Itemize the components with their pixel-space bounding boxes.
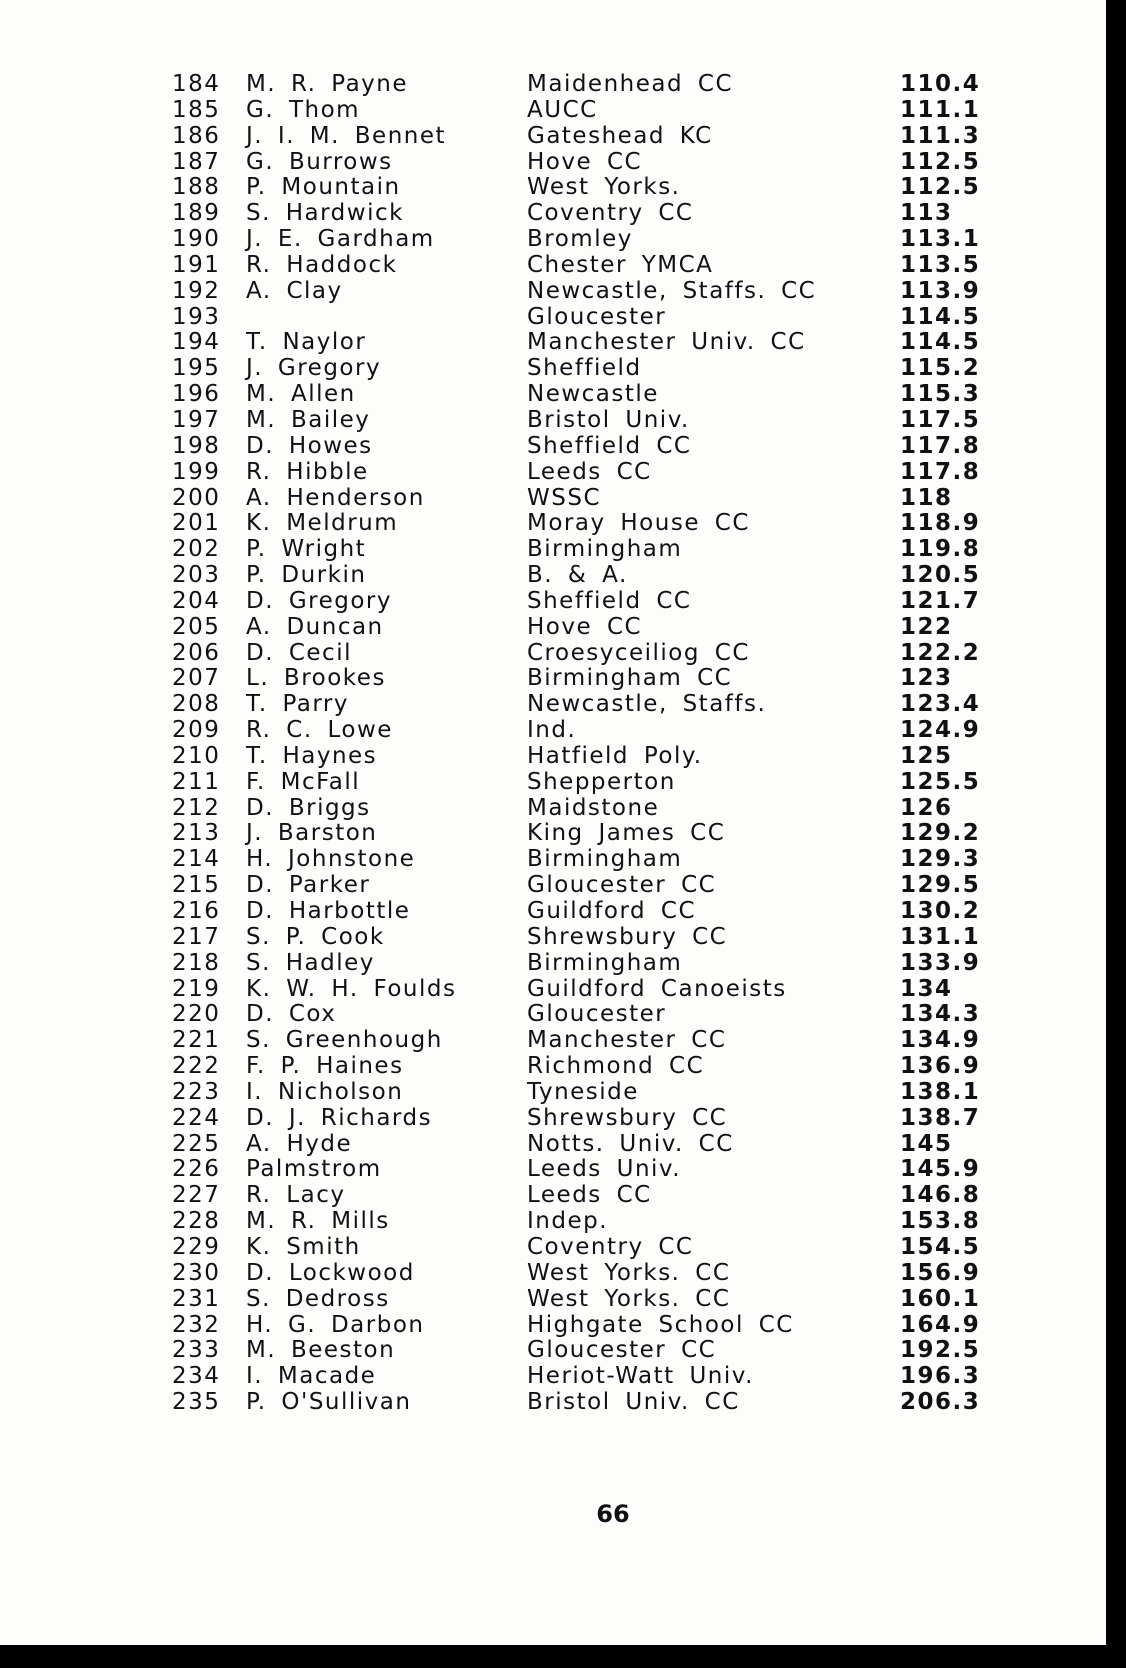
competitor-name: S. P. Cook [246, 923, 385, 950]
result-row [160, 305, 980, 331]
result-time: 145 [900, 1130, 953, 1157]
club-name: Birmingham [527, 949, 683, 976]
club-name: Shrewsbury CC [527, 923, 728, 950]
result-row [160, 434, 980, 460]
club-name: Bristol Univ. CC [527, 1389, 740, 1416]
result-time: 129.2 [900, 820, 981, 847]
competitor-name: R. C. Lowe [246, 717, 393, 744]
position: 235 [172, 1389, 221, 1416]
result-time: 146.8 [900, 1182, 981, 1209]
position: 223 [172, 1078, 221, 1105]
result-row [160, 356, 980, 382]
result-row [160, 977, 980, 1003]
result-time: 121.7 [900, 587, 981, 614]
position: 198 [172, 432, 221, 459]
position: 187 [172, 148, 221, 175]
club-name: Birmingham [527, 536, 683, 563]
result-time: 124.9 [900, 717, 981, 744]
result-row [160, 382, 980, 408]
result-time: 133.9 [900, 949, 981, 976]
club-name: Hove CC [527, 613, 643, 640]
result-time: 115.2 [900, 355, 981, 382]
competitor-name: S. Hardwick [246, 200, 404, 227]
competitor-name: K. Smith [246, 1233, 361, 1260]
competitor-name: I. Nicholson [246, 1078, 404, 1105]
result-time: 113.5 [900, 251, 981, 278]
page-number: 66 [596, 1500, 630, 1528]
club-name: West Yorks. [527, 174, 681, 201]
competitor-name: P. Durkin [246, 562, 367, 589]
competitor-name: R. Hibble [246, 458, 369, 485]
club-name: Sheffield CC [527, 432, 692, 459]
club-name: Leeds CC [527, 458, 652, 485]
competitor-name: G. Burrows [246, 148, 393, 175]
position: 190 [172, 226, 221, 253]
competitor-name: K. Meldrum [246, 510, 399, 537]
result-time: 117.8 [900, 432, 981, 459]
result-row [160, 1028, 980, 1054]
result-time: 138.7 [900, 1104, 981, 1131]
competitor-name: M. R. Mills [246, 1208, 390, 1235]
competitor-name: M. Beeston [246, 1337, 396, 1364]
result-row [160, 1390, 980, 1416]
club-name: Leeds Univ. [527, 1156, 682, 1183]
position: 208 [172, 691, 221, 718]
club-name: Sheffield [527, 355, 642, 382]
club-name: Indep. [527, 1208, 609, 1235]
position: 199 [172, 458, 221, 485]
competitor-name: F. McFall [246, 768, 361, 795]
result-row [160, 641, 980, 667]
club-name: Sheffield CC [527, 587, 692, 614]
competitor-name: P. Mountain [246, 174, 401, 201]
result-row [160, 1080, 980, 1106]
competitor-name: L. Brookes [246, 665, 386, 692]
competitor-name: M. Allen [246, 381, 356, 408]
result-time: 134.3 [900, 1001, 981, 1028]
club-name: Ind. [527, 717, 577, 744]
competitor-name: D. Lockwood [246, 1259, 415, 1286]
club-name: WSSC [527, 484, 602, 511]
competitor-name: T. Naylor [246, 329, 367, 356]
position: 193 [172, 303, 221, 330]
club-name: Tyneside [527, 1078, 639, 1105]
result-time: 145.9 [900, 1156, 981, 1183]
result-row [160, 201, 980, 227]
result-row [160, 770, 980, 796]
competitor-name: S. Greenhough [246, 1027, 443, 1054]
club-name: Manchester CC [527, 1027, 727, 1054]
competitor-name: D. Cecil [246, 639, 352, 666]
competitor-name: D. Howes [246, 432, 373, 459]
result-time: 118.9 [900, 510, 981, 537]
club-name: Guildford CC [527, 898, 697, 924]
result-time: 111.1 [900, 96, 981, 123]
position: 212 [172, 794, 221, 821]
position: 204 [172, 587, 221, 614]
result-time: 113.9 [900, 277, 981, 304]
result-row [160, 1235, 980, 1261]
position: 221 [172, 1027, 221, 1054]
position: 196 [172, 381, 221, 408]
club-name: Moray House CC [527, 510, 750, 537]
result-row [160, 537, 980, 563]
competitor-name: D. J. Richards [246, 1104, 433, 1131]
result-row [160, 1002, 980, 1028]
club-name: AUCC [527, 96, 598, 123]
competitor-name: D. Cox [246, 1001, 337, 1028]
result-time: 153.8 [900, 1208, 981, 1235]
competitor-name: J. E. Gardham [246, 226, 435, 253]
result-time: 136.9 [900, 1053, 981, 1080]
club-name: Newcastle, Staffs. [527, 691, 767, 718]
club-name: B. & A. [527, 562, 628, 589]
position: 219 [172, 975, 221, 1002]
result-time: 125 [900, 742, 953, 769]
result-row [160, 718, 980, 744]
position: 228 [172, 1208, 221, 1235]
result-row [160, 150, 980, 176]
position: 231 [172, 1285, 221, 1312]
position: 232 [172, 1311, 221, 1338]
position: 214 [172, 846, 221, 873]
position: 192 [172, 277, 221, 304]
position: 210 [172, 742, 221, 769]
position: 211 [172, 768, 221, 795]
result-row [160, 1364, 980, 1390]
position: 224 [172, 1104, 221, 1131]
competitor-name: S. Dedross [246, 1285, 390, 1312]
club-name: Birmingham [527, 846, 683, 873]
position: 203 [172, 562, 221, 589]
competitor-name: H. G. Darbon [246, 1311, 425, 1338]
result-row [160, 563, 980, 589]
position: 195 [172, 355, 221, 382]
club-name: Gateshead KC [527, 122, 713, 149]
club-name: Manchester Univ. CC [527, 329, 806, 356]
result-time: 118 [900, 484, 953, 511]
result-time: 134.9 [900, 1027, 981, 1054]
club-name: King James CC [527, 820, 726, 847]
club-name: Highgate School CC [527, 1311, 794, 1338]
result-time: 119.8 [900, 536, 981, 563]
position: 226 [172, 1156, 221, 1183]
result-time: 192.5 [900, 1337, 981, 1364]
competitor-name: D. Parker [246, 872, 371, 899]
result-row [160, 408, 980, 434]
club-name: Chester YMCA [527, 251, 714, 278]
result-row [160, 72, 980, 98]
club-name: West Yorks. CC [527, 1285, 731, 1312]
club-name: West Yorks. CC [527, 1259, 731, 1286]
result-time: 130.2 [900, 898, 981, 924]
competitor-name: D. Harbottle [246, 898, 411, 924]
position: 206 [172, 639, 221, 666]
result-time: 138.1 [900, 1078, 981, 1105]
result-time: 206.3 [900, 1389, 981, 1416]
club-name: Notts. Univ. CC [527, 1130, 734, 1157]
position: 233 [172, 1337, 221, 1364]
result-row [160, 821, 980, 847]
result-time: 114.5 [900, 303, 981, 330]
competitor-name: J. Barston [246, 820, 378, 847]
result-row [160, 98, 980, 124]
result-row [160, 511, 980, 537]
club-name: Coventry CC [527, 1233, 694, 1260]
result-row [160, 796, 980, 822]
competitor-name: M. R. Payne [246, 71, 409, 97]
club-name: Gloucester CC [527, 872, 717, 899]
competitor-name: A. Henderson [246, 484, 425, 511]
result-time: 117.5 [900, 406, 981, 433]
competitor-name: D. Gregory [246, 587, 392, 614]
competitor-name: A. Duncan [246, 613, 384, 640]
position: 220 [172, 1001, 221, 1028]
competitor-name: M. Bailey [246, 406, 371, 433]
result-row [160, 899, 980, 925]
position: 227 [172, 1182, 221, 1209]
position: 184 [172, 71, 221, 97]
result-time: 196.3 [900, 1363, 981, 1390]
competitor-name: K. W. H. Foulds [246, 975, 457, 1002]
position: 215 [172, 872, 221, 899]
position: 229 [172, 1233, 221, 1260]
club-name: Heriot-Watt Univ. [527, 1363, 754, 1390]
result-row [160, 124, 980, 150]
result-time: 111.3 [900, 122, 981, 149]
club-name: Maidstone [527, 794, 660, 821]
competitor-name: D. Briggs [246, 794, 371, 821]
club-name: Hove CC [527, 148, 643, 175]
result-time: 129.3 [900, 846, 981, 873]
result-row [160, 1287, 980, 1313]
club-name: Richmond CC [527, 1053, 705, 1080]
competitor-name: Palmstrom [246, 1156, 382, 1183]
competitor-name: J. I. M. Bennet [246, 122, 447, 149]
position: 217 [172, 923, 221, 950]
result-time: 122 [900, 613, 953, 640]
position: 218 [172, 949, 221, 976]
position: 189 [172, 200, 221, 227]
result-row [160, 925, 980, 951]
club-name: Shrewsbury CC [527, 1104, 728, 1131]
competitor-name: P. Wright [246, 536, 367, 563]
result-time: 114.5 [900, 329, 981, 356]
result-time: 125.5 [900, 768, 981, 795]
result-row [160, 253, 980, 279]
position: 186 [172, 122, 221, 149]
result-time: 117.8 [900, 458, 981, 485]
competitor-name: I. Macade [246, 1363, 377, 1390]
result-time: 126 [900, 794, 953, 821]
result-row [160, 460, 980, 486]
competitor-name: F. P. Haines [246, 1053, 404, 1080]
position: 207 [172, 665, 221, 692]
result-row [160, 279, 980, 305]
club-name: Coventry CC [527, 200, 694, 227]
position: 234 [172, 1363, 221, 1390]
result-row [160, 330, 980, 356]
position: 185 [172, 96, 221, 123]
position: 200 [172, 484, 221, 511]
position: 213 [172, 820, 221, 847]
position: 191 [172, 251, 221, 278]
competitor-name: G. Thom [246, 96, 361, 123]
competitor-name: A. Hyde [246, 1130, 353, 1157]
result-row [160, 873, 980, 899]
club-name: Hatfield Poly. [527, 742, 703, 769]
competitor-name: T. Haynes [246, 742, 378, 769]
result-row [160, 1261, 980, 1287]
result-row [160, 692, 980, 718]
result-row [160, 847, 980, 873]
result-time: 110.4 [900, 71, 981, 97]
result-row [160, 1132, 980, 1158]
result-row [160, 666, 980, 692]
competitor-name: A. Clay [246, 277, 343, 304]
competitor-name: J. Gregory [246, 355, 382, 382]
result-row [160, 227, 980, 253]
result-time: 123.4 [900, 691, 981, 718]
result-time: 115.3 [900, 381, 981, 408]
club-name: Gloucester [527, 303, 667, 330]
competitor-name: R. Haddock [246, 251, 398, 278]
club-name: Gloucester CC [527, 1337, 717, 1364]
result-time: 131.1 [900, 923, 981, 950]
result-row [160, 1313, 980, 1339]
result-row [160, 1209, 980, 1235]
club-name: Newcastle, Staffs. CC [527, 277, 817, 304]
club-name: Bristol Univ. [527, 406, 690, 433]
result-row [160, 1106, 980, 1132]
position: 225 [172, 1130, 221, 1157]
competitor-name: P. O'Sullivan [246, 1389, 412, 1416]
result-time: 112.5 [900, 174, 981, 201]
result-row [160, 589, 980, 615]
position: 222 [172, 1053, 221, 1080]
position: 188 [172, 174, 221, 201]
competitor-name: R. Lacy [246, 1182, 346, 1209]
club-name: Shepperton [527, 768, 676, 795]
result-time: 112.5 [900, 148, 981, 175]
result-time: 113 [900, 200, 953, 227]
club-name: Croesyceiliog CC [527, 639, 750, 666]
result-row [160, 486, 980, 512]
result-time: 122.2 [900, 639, 981, 666]
result-time: 123 [900, 665, 953, 692]
club-name: Guildford Canoeists [527, 975, 787, 1002]
competitor-name: T. Parry [246, 691, 349, 718]
result-time: 113.1 [900, 226, 981, 253]
club-name: Birmingham CC [527, 665, 733, 692]
position: 230 [172, 1259, 221, 1286]
competitor-name: S. Hadley [246, 949, 375, 976]
result-row [160, 615, 980, 641]
result-row [160, 744, 980, 770]
club-name: Leeds CC [527, 1182, 652, 1209]
club-name: Bromley [527, 226, 633, 253]
result-row [160, 1157, 980, 1183]
competitor-name: H. Johnstone [246, 846, 416, 873]
result-row [160, 1338, 980, 1364]
result-row [160, 175, 980, 201]
result-row [160, 1054, 980, 1080]
position: 205 [172, 613, 221, 640]
position: 201 [172, 510, 221, 537]
result-time: 154.5 [900, 1233, 981, 1260]
position: 216 [172, 898, 221, 924]
result-time: 134 [900, 975, 953, 1002]
result-time: 164.9 [900, 1311, 981, 1338]
position: 209 [172, 717, 221, 744]
result-time: 129.5 [900, 872, 981, 899]
position: 197 [172, 406, 221, 433]
result-time: 120.5 [900, 562, 981, 589]
club-name: Maidenhead CC [527, 71, 734, 97]
club-name: Newcastle [527, 381, 659, 408]
result-row [160, 951, 980, 977]
results-list [160, 72, 980, 1416]
result-time: 160.1 [900, 1285, 981, 1312]
result-time: 156.9 [900, 1259, 981, 1286]
result-row [160, 1183, 980, 1209]
position: 194 [172, 329, 221, 356]
club-name: Gloucester [527, 1001, 667, 1028]
position: 202 [172, 536, 221, 563]
